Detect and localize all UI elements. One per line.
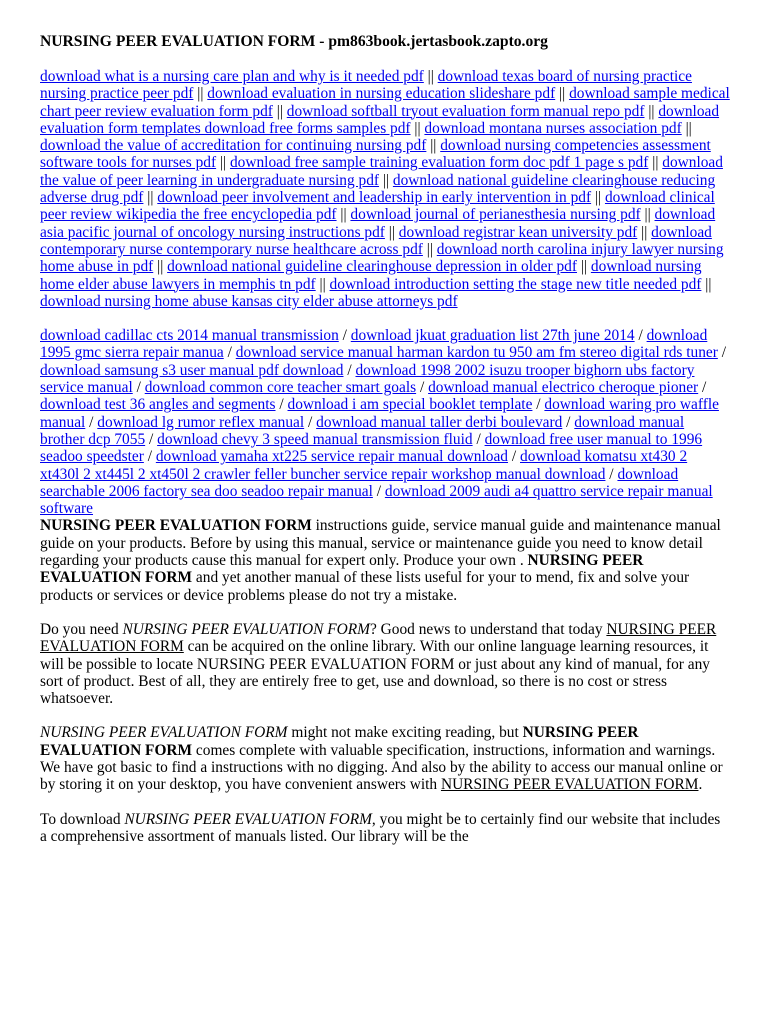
link-separator: ||: [426, 137, 441, 155]
link-separator: ||: [272, 102, 287, 120]
link-separator: /: [605, 465, 618, 483]
manual-download-link[interactable]: download manual electrico cheroque pioner: [428, 379, 699, 397]
paragraph-text: instructions guide, service manual guide and maintenance manual guide on your products. Before by using this manual, service or maintenance guide you need to know detail regarding your products cause this manual for expert only. Produce your own .: [40, 517, 721, 570]
link-separator: /: [717, 344, 726, 362]
download-link[interactable]: download peer involvement and leadership in early intervention in pdf: [157, 189, 592, 207]
link-separator: /: [304, 413, 317, 431]
link-separator: /: [132, 379, 145, 397]
manual-download-link[interactable]: download test 36 angles and segments: [40, 396, 276, 414]
page-title: NURSING PEER EVALUATION FORM - pm863book.jertasbook.zapto.org: [40, 33, 548, 50]
link-separator: ||: [384, 223, 399, 241]
link-separator: /: [372, 482, 385, 500]
link-separator: /: [145, 430, 158, 448]
manual-download-link[interactable]: download i am special booklet template: [287, 396, 533, 414]
download-link[interactable]: download journal of perianesthesia nursing pdf: [350, 206, 641, 224]
link-separator: ||: [591, 189, 605, 207]
italic-product-name: NURSING PEER EVALUATION FORM: [122, 620, 370, 638]
download-link[interactable]: download nursing competencies assessment software tools for nurses pdf: [40, 137, 711, 172]
link-separator: ||: [644, 102, 659, 120]
download-link[interactable]: download sample medical chart peer review evaluation form pdf: [40, 85, 730, 120]
manual-links-list: [40, 327, 730, 517]
download-link[interactable]: download montana nurses association pdf: [424, 119, 682, 137]
manual-download-link[interactable]: download manual brother dcp 7055: [40, 413, 685, 448]
link-separator: ||: [422, 240, 437, 258]
link-separator: ||: [153, 258, 168, 276]
link-separator: /: [634, 327, 647, 345]
manual-download-link[interactable]: download waring pro waffle manual: [40, 396, 719, 431]
paragraph-download: [40, 811, 730, 846]
link-separator: ||: [216, 154, 230, 172]
bold-product-name: NURSING PEER EVALUATION FORM: [40, 552, 644, 587]
download-link[interactable]: download registrar kean university pdf: [398, 223, 638, 241]
nursing-links-list: [40, 68, 730, 310]
italic-product-name: NURSING PEER EVALUATION FORM: [124, 810, 372, 828]
download-link[interactable]: download national guideline clearinghouse depression in older pdf: [167, 258, 578, 276]
manual-download-link[interactable]: download 1998 2002 isuzu trooper bighorn ubs factory service manual: [40, 361, 695, 397]
link-separator: /: [416, 379, 429, 397]
download-link[interactable]: download national guideline clearinghouse reducing adverse drug pdf: [40, 171, 716, 207]
paragraph-text: can be acquired on the online library. With our online language learning resources, it will be possible to locate NURSING PEER EVALUATION FORM or just about any kind of manual, for any sort of product. Best of all, they are entirely free to get, use and download, so there is no cost or stress whatsoever.: [40, 638, 710, 708]
link-separator: ||: [143, 189, 158, 207]
bold-product-name: NURSING PEER EVALUATION FORM: [40, 724, 639, 759]
download-link[interactable]: download nursing home abuse kansas city elder abuse attorneys pdf: [40, 292, 458, 310]
manual-download-link[interactable]: download 1995 gmc sierra repair manua: [40, 327, 708, 362]
download-link[interactable]: download free sample training evaluation form doc pdf 1 page s pdf: [229, 154, 649, 172]
manual-download-link[interactable]: download komatsu xt430 2 xt430l 2 xt445l 2 xt450l 2 crawler feller buncher service repair workshop manual download: [40, 448, 688, 483]
link-separator: ||: [640, 206, 655, 224]
manual-download-link[interactable]: download cadillac cts 2014 manual transmission: [40, 327, 339, 345]
download-link[interactable]: download the value of accreditation for continuing nursing pdf: [40, 137, 427, 155]
manual-download-link[interactable]: download manual taller derbi boulevard: [316, 413, 563, 431]
paragraph-text: might not make exciting reading, but: [287, 724, 523, 742]
link-separator: ||: [701, 275, 712, 293]
link-separator: /: [223, 344, 236, 362]
manual-download-link[interactable]: download searchable 2006 factory sea doo seadoo repair manual: [40, 465, 679, 500]
link-separator: /: [472, 430, 485, 448]
paragraph-intro: [40, 517, 730, 603]
link-separator: /: [532, 396, 545, 414]
bold-product-name: NURSING PEER EVALUATION FORM: [40, 517, 312, 535]
paragraph-text: To download: [40, 810, 125, 828]
manual-download-link[interactable]: download common core teacher smart goals: [144, 379, 417, 397]
link-separator: ||: [410, 119, 425, 137]
link-separator: ||: [336, 206, 351, 224]
download-link[interactable]: download evaluation form templates download free forms samples pdf: [40, 102, 720, 137]
link-separator: ||: [379, 171, 393, 189]
manual-download-link[interactable]: download samsung s3 user manual pdf download: [40, 361, 344, 379]
underlined-product-name: NURSING PEER EVALUATION FORM: [40, 620, 717, 656]
download-link[interactable]: download what is a nursing care plan and why is it needed pdf: [40, 68, 424, 85]
paragraph-text: ? Good news to understand that today: [370, 620, 607, 638]
paragraph-text: , you might be to certainly find our website that includes a comprehensive assortment of manuals listed. Our library will be the: [40, 810, 721, 845]
link-separator: /: [562, 413, 575, 431]
link-separator: ||: [555, 85, 570, 103]
manual-download-link[interactable]: download lg rumor reflex manual: [97, 413, 305, 431]
underlined-product-name: NURSING PEER EVALUATION FORM: [440, 776, 699, 794]
download-link[interactable]: download softball tryout evaluation form manual repo pdf: [286, 102, 645, 120]
link-separator: ||: [637, 223, 652, 241]
download-link[interactable]: download nursing home elder abuse lawyers in memphis tn pdf: [40, 258, 702, 293]
paragraph-text: and yet another manual of these lists useful for your to mend, fix and solve your products or services or device problems please do not try a mistake.: [40, 569, 690, 604]
link-separator: ||: [193, 85, 208, 103]
manual-download-link[interactable]: download jkuat graduation list 27th june 2014: [350, 327, 635, 345]
download-link[interactable]: download north carolina injury lawyer nursing home abuse in pdf: [40, 240, 724, 276]
link-separator: ||: [648, 154, 663, 172]
link-separator: /: [85, 413, 98, 431]
link-separator: ||: [681, 119, 692, 137]
link-separator: ||: [423, 68, 438, 85]
download-link[interactable]: download texas board of nursing practice nursing practice peer pdf: [40, 68, 692, 103]
link-separator: ||: [577, 258, 591, 276]
manual-download-link[interactable]: download chevy 3 speed manual transmission fluid: [157, 430, 473, 448]
download-link[interactable]: download clinical peer review wikipedia the free encyclopedia pdf: [40, 189, 715, 224]
manual-download-link[interactable]: download service manual harman kardon tu 950 am fm stereo digital rds tuner: [235, 344, 718, 362]
download-link[interactable]: download introduction setting the stage new title needed pdf: [329, 275, 702, 293]
link-separator: /: [143, 448, 156, 466]
download-link[interactable]: download evaluation in nursing education slideshare pdf: [207, 85, 556, 103]
manual-download-link[interactable]: download 2009 audi a4 quattro service repair manual software: [40, 482, 713, 518]
italic-product-name: NURSING PEER EVALUATION FORM: [40, 724, 288, 742]
download-link[interactable]: download contemporary nurse contemporary nurse healthcare across pdf: [40, 223, 712, 258]
link-separator: /: [343, 361, 356, 379]
download-link[interactable]: download asia pacific journal of oncology nursing instructions pdf: [40, 206, 716, 241]
link-separator: /: [508, 448, 520, 466]
paragraph-good-news: [40, 621, 730, 707]
manual-download-link[interactable]: download free user manual to 1996 seadoo speedster: [40, 430, 703, 466]
paragraph-text: Do you need: [40, 620, 123, 638]
link-separator: /: [275, 396, 288, 414]
link-separator: ||: [315, 275, 330, 293]
paragraph-reading: [40, 724, 730, 793]
download-link[interactable]: download the value of peer learning in undergraduate nursing pdf: [40, 154, 723, 189]
paragraph-text: comes complete with valuable specification, instructions, information and warnings. We have got basic to find a instructions with no digging. And also by the ability to access our manual online or by storing it on your desktop, you have convenient answers with: [40, 741, 723, 794]
link-separator: /: [338, 327, 351, 345]
paragraph-text: .: [698, 776, 703, 794]
manual-download-link[interactable]: download yamaha xt225 service repair manual download: [155, 448, 509, 466]
link-separator: /: [698, 379, 707, 397]
